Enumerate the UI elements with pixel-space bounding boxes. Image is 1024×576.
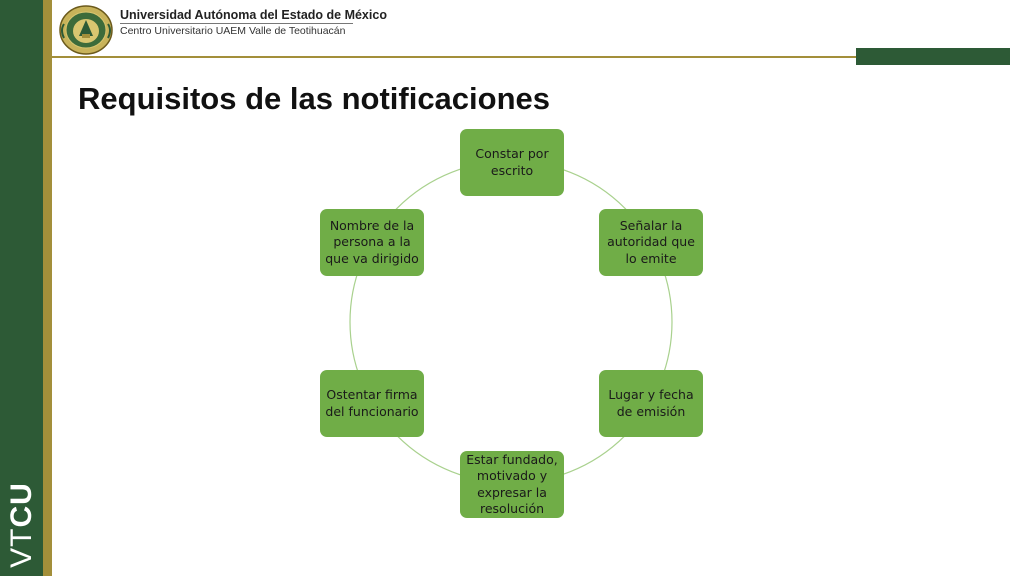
side-text-light: VT: [5, 527, 38, 568]
cycle-node-1: Constar por escrito: [460, 129, 564, 196]
campus-name: Centro Universitario UAEM Valle de Teotihuacán: [120, 25, 346, 37]
cycle-node-2: Señalar la autoridad que lo emite: [599, 209, 703, 276]
cycle-node-3: Lugar y fecha de emisión: [599, 370, 703, 437]
slide-title: Requisitos de las notificaciones: [78, 81, 551, 116]
cycle-node-4: Estar fundado, motivado y expresar la resolución: [460, 451, 564, 518]
cycle-node-6: Nombre de la persona a la que va dirigido: [320, 209, 424, 276]
cycle-node-5: Ostentar firma del funcionario: [320, 370, 424, 437]
university-name: Universidad Autónoma del Estado de México: [120, 8, 387, 22]
side-text-bold: CU: [5, 482, 38, 528]
